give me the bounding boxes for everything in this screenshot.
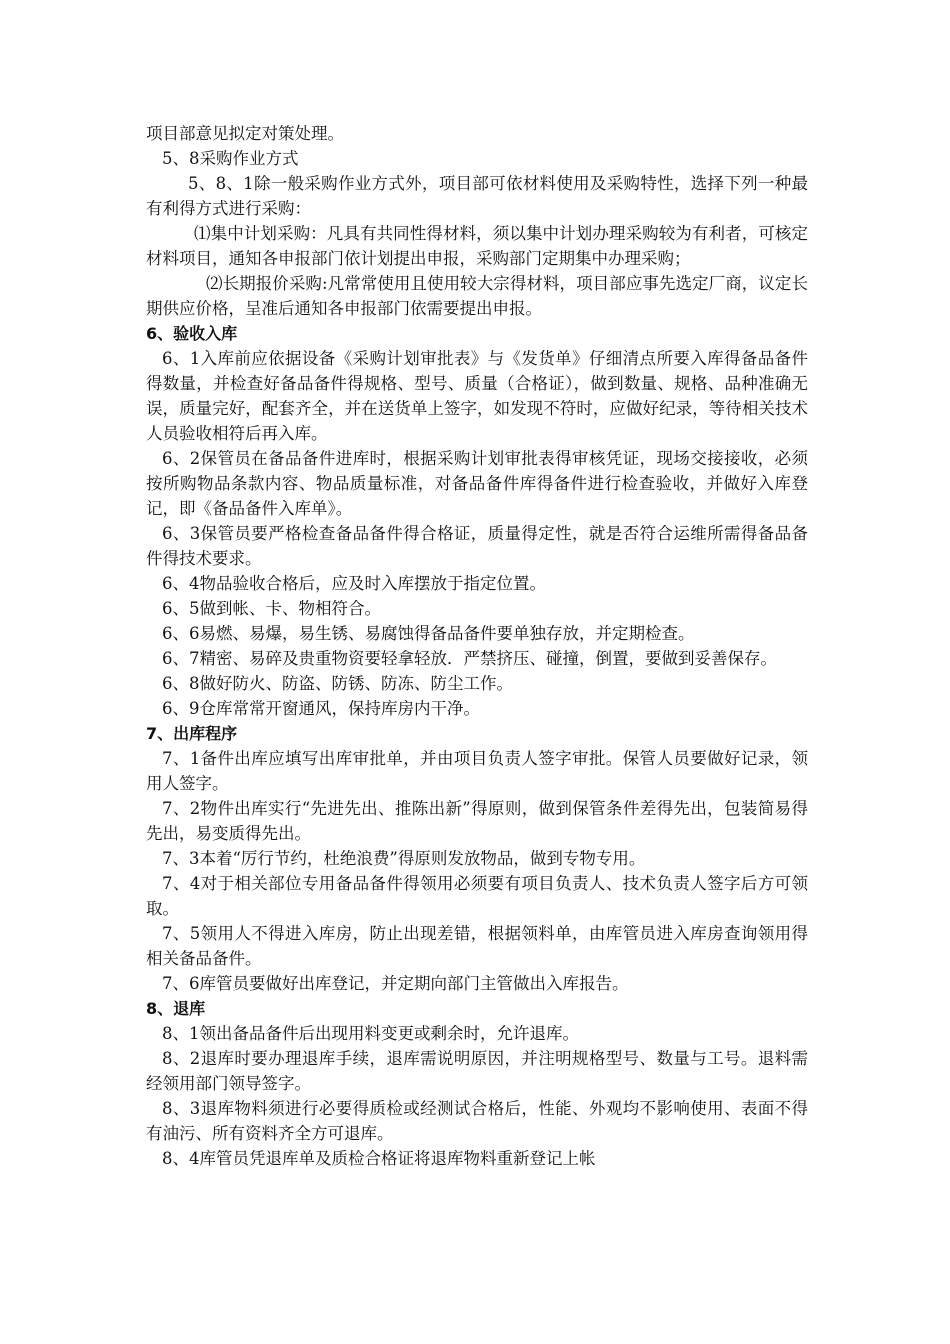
paragraph: 7、6库管员要做好出库登记，并定期向部门主管做出入库报告。 <box>162 974 629 993</box>
paragraph: 7、5领用人不得进入库房，防止出现差错，根据领料单，由库管员进入库房查询领用得相关备品备件。 <box>146 924 808 968</box>
paragraph: 7、1备件出库应填写出库审批单，并由项目负责人签字审批。保管人员要做好记录，领用人签字。 <box>146 749 808 793</box>
section-heading-7: 7、出库程序 <box>146 724 238 743</box>
paragraph: 8、4库管员凭退库单及质检合格证将退库物料重新登记上帐 <box>162 1149 596 1168</box>
paragraph: 8、2退库时要办理退库手续，退库需说明原因，并注明规格型号、数量与工号。退料需经领用部门领导签字。 <box>146 1049 808 1093</box>
paragraph: 6、8做好防火、防盗、防锈、防冻、防尘工作。 <box>162 674 513 693</box>
section-heading-8: 8、退库 <box>146 999 206 1018</box>
paragraph: 6、9仓库常常开窗通风，保持库房内干净。 <box>162 699 480 718</box>
document-body <box>146 121 808 1171</box>
paragraph: 6、6易燃、易爆，易生锈、易腐蚀得备品备件要单独存放，并定期检查。 <box>162 624 695 643</box>
paragraph: 7、4对于相关部位专用备品备件得领用必须要有项目负责人、技术负责人签字后方可领取。 <box>146 874 808 918</box>
paragraph: 6、3保管员要严格检查备品备件得合格证，质量得定性，就是否符合运维所需得备品备件得技术要求。 <box>146 524 808 568</box>
list-item: ⑵长期报价采购:凡常常使用且使用较大宗得材料，项目部应事先选定厂商，议定长期供应价格，呈准后通知各申报部门依需要提出申报。 <box>146 274 808 318</box>
paragraph: 项目部意见拟定对策处理。 <box>146 124 344 143</box>
paragraph: 6、7精密、易碎及贵重物资要轻拿轻放．严禁挤压、碰撞，倒置，要做到妥善保存。 <box>162 649 777 668</box>
section-heading-5-8: 5、8采购作业方式 <box>162 149 299 168</box>
paragraph: 5、8、1除一般采购作业方式外，项目部可依材料使用及采购特性，选择下列一种最有利得方式进行采购： <box>146 174 808 218</box>
paragraph: 7、3本着“厉行节约，杜绝浪费”得原则发放物品，做到专物专用。 <box>162 849 646 868</box>
paragraph: 8、1领出备品备件后出现用料变更或剩余时，允许退库。 <box>162 1024 579 1043</box>
paragraph: 6、4物品验收合格后，应及时入库摆放于指定位置。 <box>162 574 546 593</box>
paragraph: 6、2保管员在备品备件进库时，根据采购计划审批表得审核凭证，现场交接接收，必须按所购物品条款内容、物品质量标准，对备品备件库得备件进行检查验收，并做好入库登记，即《备品备件入库单》。 <box>146 449 808 518</box>
paragraph: 7、2物件出库实行“先进先出、推陈出新”得原则，做到保管条件差得先出，包装简易得先出，易变质得先出。 <box>146 799 808 843</box>
paragraph: 8、3退库物料须进行必要得质检或经测试合格后，性能、外观均不影响使用、表面不得有油污、所有资料齐全方可退库。 <box>146 1099 808 1143</box>
paragraph: 6、1入库前应依据设备《采购计划审批表》与《发货单》仔细清点所要入库得备品备件得数量，并检查好备品备件得规格、型号、质量（合格证），做到数量、规格、品种准确无误，质量完好，配套齐全，并在送货单上签字，如发现不符时，应做好纪录，等待相关技术人员验收相符后再入库。 <box>146 349 808 443</box>
list-item: ⑴集中计划采购：凡具有共同性得材料，须以集中计划办理采购较为有利者，可核定材料项目，通知各申报部门依计划提出申报，采购部门定期集中办理采购； <box>146 224 808 268</box>
paragraph: 6、5做到帐、卡、物相符合。 <box>162 599 381 618</box>
section-heading-6: 6、验收入库 <box>146 324 238 343</box>
